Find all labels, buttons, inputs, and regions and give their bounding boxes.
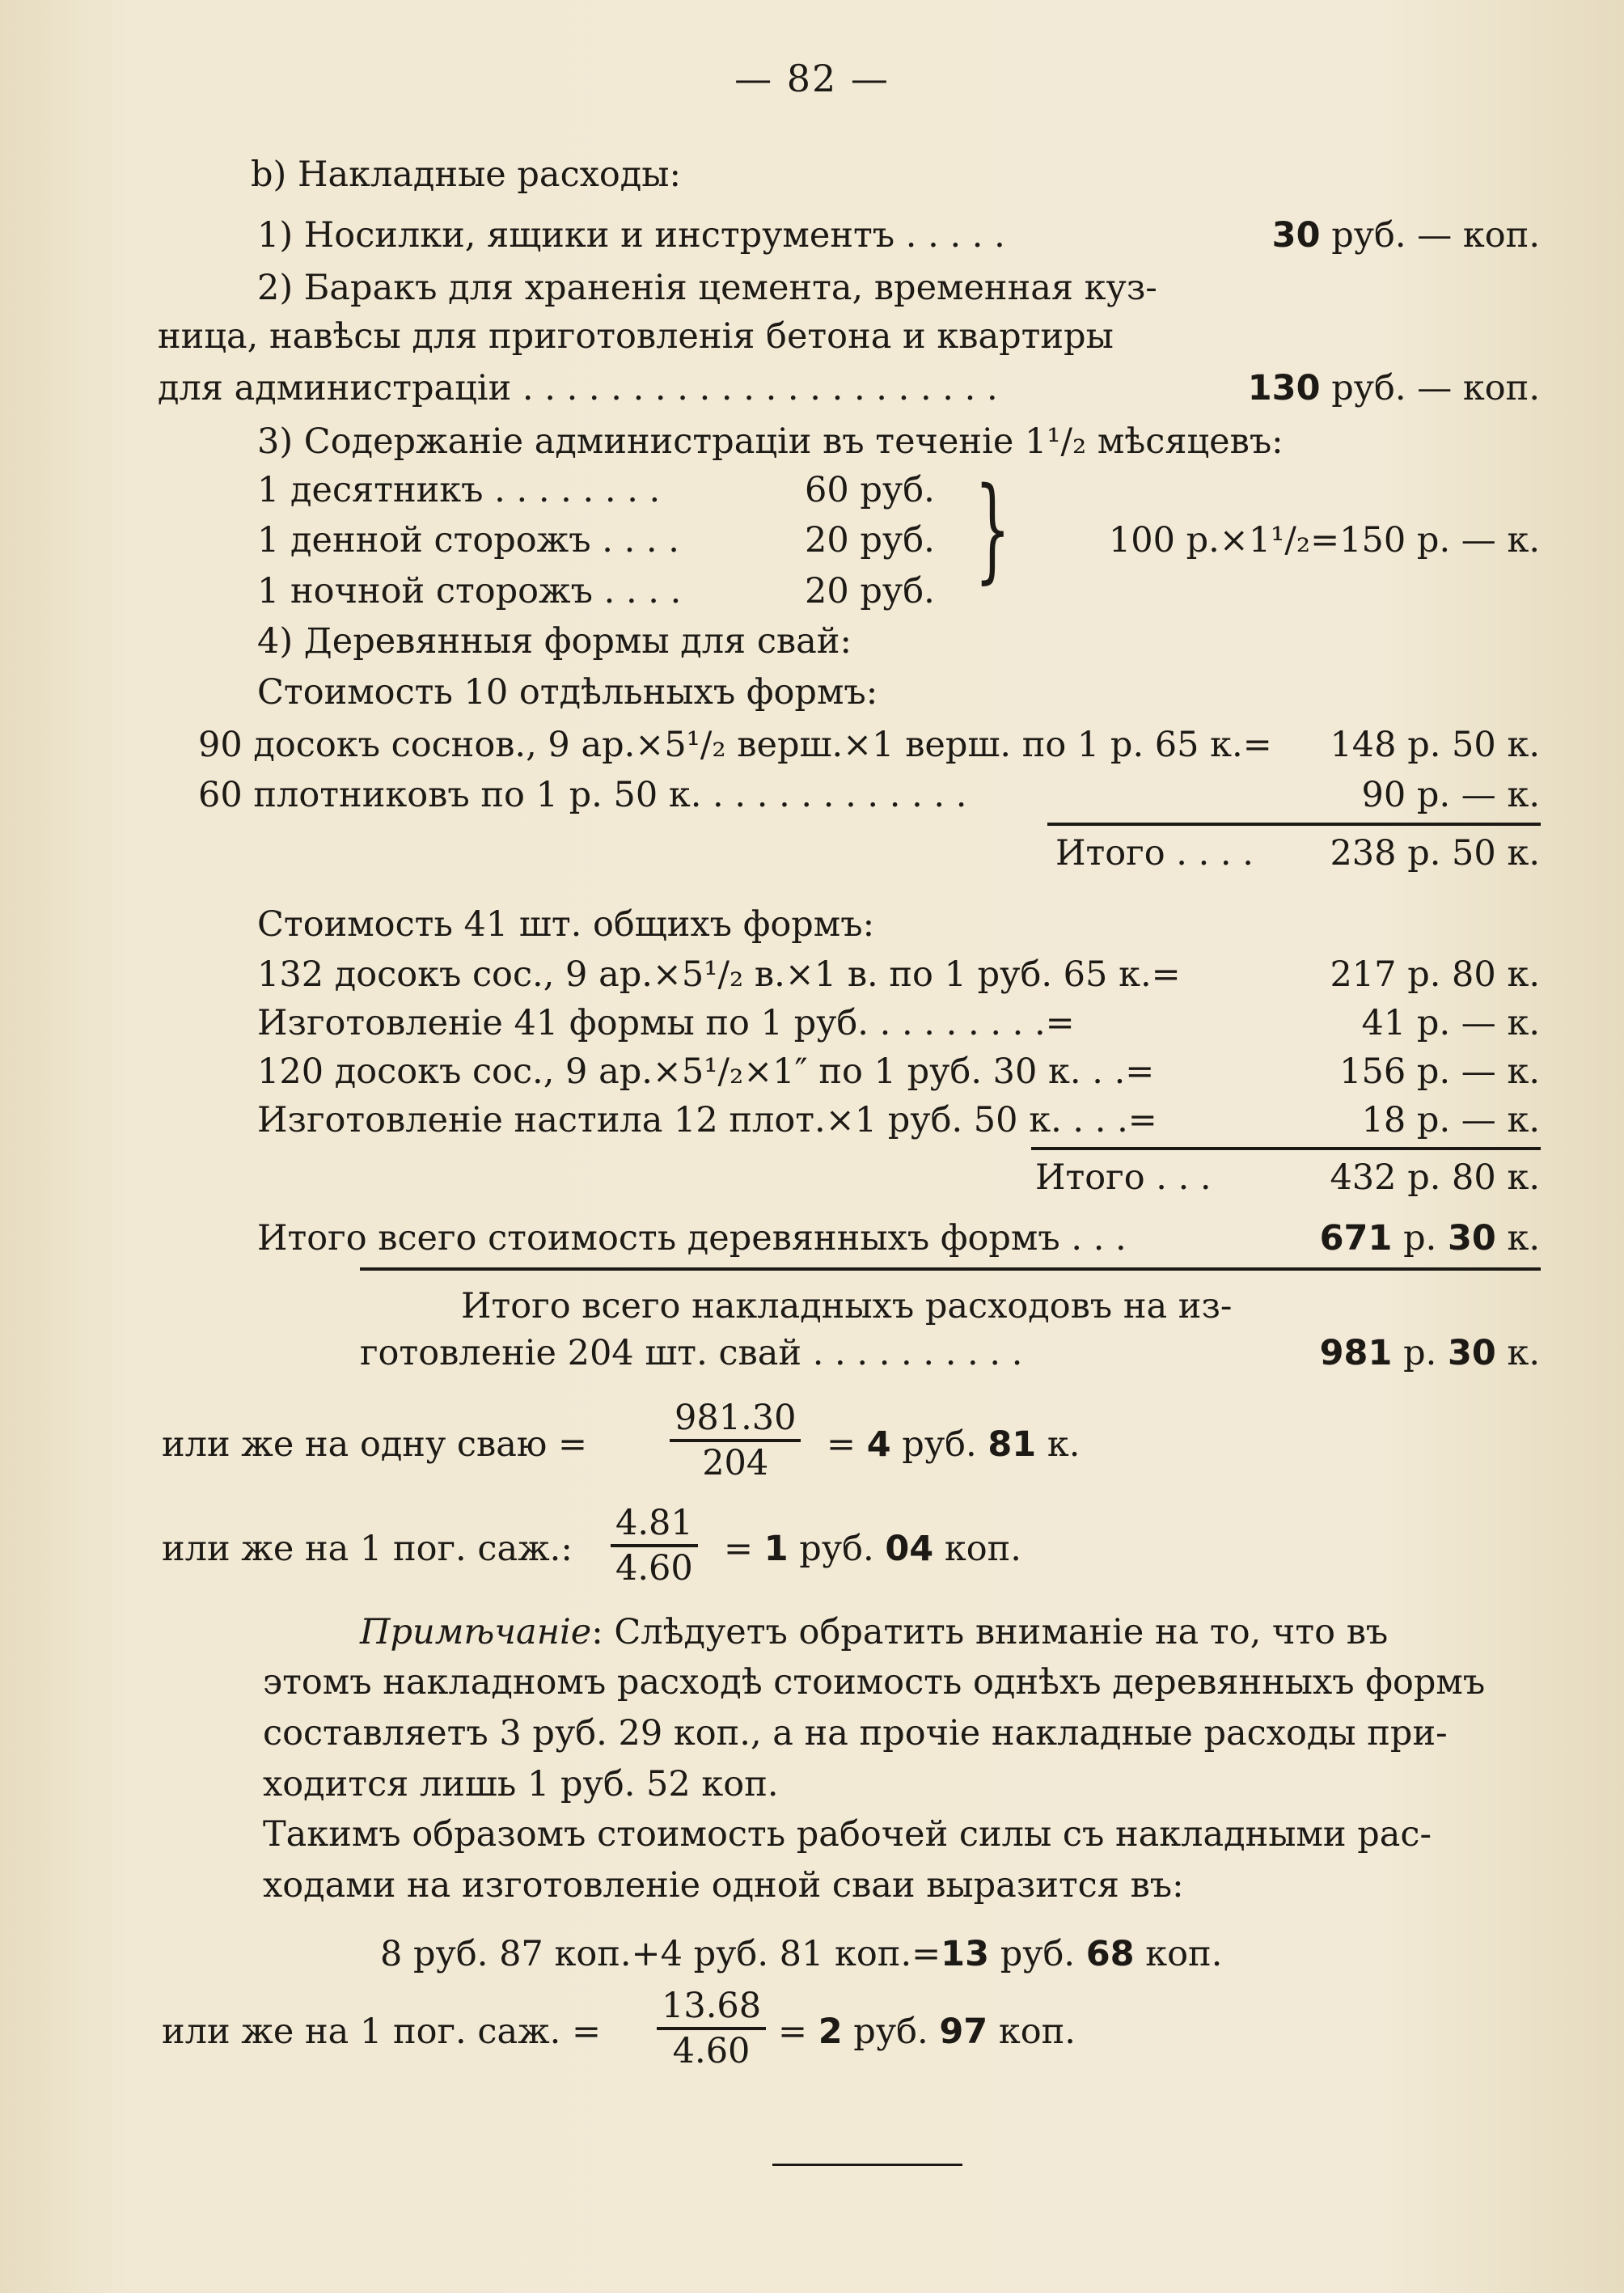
overhead-kop: 30 (1447, 1333, 1496, 1373)
final-kop: 97 (939, 2012, 988, 2052)
item-4-text: 4) Деревянныя формы для свай: (257, 621, 852, 662)
per-sajen-kop: 04 (885, 1529, 934, 1569)
per-sajen-rub: 1 (763, 1529, 789, 1569)
separate-row-2-amount: 90 р. — к. (1361, 775, 1540, 815)
per-sajen-fraction (611, 1502, 698, 1589)
per-pile-result (827, 1422, 1080, 1467)
overhead-line-1: Итого всего накладныхъ расходовъ на из- (461, 1286, 1233, 1326)
per-pile-kop-unit: к. (1047, 1424, 1081, 1465)
item-2-line-1: 2) Баракъ для храненія цемента, временная куз- (257, 268, 1157, 308)
overhead-rub: 981 (1319, 1333, 1393, 1373)
end-rule (772, 2164, 962, 2166)
staff-total: 100 р.×1¹/₂=150 р. — к. (1108, 520, 1540, 561)
note-line-3: составляетъ 3 руб. 29 коп., а на прочіе накладные расходы при- (263, 1713, 1448, 1754)
forms-total-amount (1320, 1216, 1540, 1261)
conclusion-line-1: Такимъ образомъ стоимость рабочей силы съ накладными рас- (263, 1814, 1432, 1855)
common-row-3-text: 120 досокъ сос., 9 ар.×5¹/₂×1″ по 1 руб. 30 к. . .= (257, 1051, 1155, 1092)
separate-row-1-amount: 148 р. 50 к. (1330, 725, 1540, 765)
per-pile-numerator: 981.30 (670, 1397, 801, 1442)
separate-row-1-text: 90 досокъ соснов., 9 ар.×5¹/₂ верш.×1 верш. по 1 р. 65 к.= (198, 725, 1272, 765)
staff-1-pay: 60 руб. (805, 470, 935, 510)
per-pile-fraction (670, 1397, 801, 1484)
final-kop-unit: коп. (998, 2012, 1076, 2052)
sum-rub-unit: руб. (1000, 1934, 1076, 1974)
item-1-unit: руб. — коп. (1331, 215, 1540, 256)
item-1-amount (1272, 213, 1540, 258)
final-numerator: 13.68 (657, 1985, 766, 2030)
note-line-1 (360, 1610, 1388, 1655)
common-row-4-text: Изготовленіе настила 12 плот.×1 руб. 50 к. . . .= (257, 1100, 1157, 1140)
forms-total-rule (360, 1267, 1541, 1271)
item-2-line-2: ница, навѣсы для приготовленія бетона и квартиры (158, 316, 1114, 357)
conclusion-line-2: ходами на изготовленіе одной сваи выразится въ: (263, 1865, 1184, 1906)
item-1-rub: 30 (1271, 215, 1321, 256)
note-line-1-text: : Слѣдуетъ обратить вниманіе на то, что въ (591, 1612, 1389, 1652)
staff-3-pay: 20 руб. (805, 571, 935, 611)
overhead-kop-unit: к. (1507, 1333, 1540, 1373)
note-label: Примѣчаніе (360, 1612, 592, 1652)
common-row-2-text: Изготовленіе 41 формы по 1 руб. . . . . . . . .= (257, 1003, 1075, 1043)
common-subtotal-rule (1031, 1147, 1541, 1150)
note-line-2: этомъ накладномъ расходѣ стоимость однѣхъ деревянныхъ формъ (263, 1662, 1486, 1703)
separate-forms-title: Стоимость 10 отдѣльныхъ формъ: (257, 672, 878, 713)
sum-line (380, 1931, 1222, 1977)
common-row-3-amount: 156 р. — к. (1339, 1051, 1540, 1092)
staff-1-role: 1 десятникъ . . . . . . . . (257, 470, 661, 510)
sum-kop: 68 (1085, 1934, 1135, 1974)
per-pile-rub-unit: руб. (902, 1424, 977, 1465)
final-rub: 2 (818, 2012, 843, 2052)
separate-subtotal-rule (1047, 823, 1541, 826)
forms-total-kop-unit: к. (1507, 1218, 1540, 1259)
per-sajen-prefix: или же на 1 пог. саж.: (162, 1529, 573, 1569)
staff-2-role: 1 денной сторожъ . . . . (257, 520, 679, 561)
forms-total-rub-unit: р. (1403, 1218, 1437, 1259)
item-1-text: 1) Носилки, ящики и инструментъ . . . . . (257, 215, 1005, 256)
common-forms-title: Стоимость 41 шт. общихъ формъ: (257, 904, 875, 945)
staff-brace: } (975, 463, 1011, 595)
final-denominator: 4.60 (672, 2031, 751, 2071)
per-pile-equals: = (827, 1424, 856, 1465)
page-number: — 82 — (734, 57, 890, 100)
final-rub-unit: руб. (853, 2012, 928, 2052)
final-fraction (657, 1985, 766, 2072)
staff-3-role: 1 ночной сторожъ . . . . (257, 571, 682, 611)
per-sajen-result (724, 1526, 1021, 1572)
common-row-1-text: 132 досокъ сос., 9 ар.×5¹/₂ в.×1 в. по 1 руб. 65 к.= (257, 954, 1181, 995)
overhead-amount (1320, 1331, 1540, 1376)
common-row-4-amount: 18 р. — к. (1361, 1100, 1540, 1140)
item-2-amount (1248, 366, 1540, 411)
per-sajen-kop-unit: коп. (944, 1529, 1021, 1569)
per-pile-prefix: или же на одну сваю = (162, 1424, 587, 1465)
common-total-amount: 432 р. 80 к. (1330, 1157, 1540, 1198)
forms-total-label: Итого всего стоимость деревянныхъ формъ . . . (257, 1218, 1127, 1259)
item-2-rub: 130 (1247, 368, 1321, 408)
separate-row-2-text: 60 плотниковъ по 1 р. 50 к. . . . . . . . . . . . . (198, 775, 967, 815)
staff-2-pay: 20 руб. (805, 520, 935, 561)
overhead-line-2: готовленіе 204 шт. свай . . . . . . . . . . (360, 1333, 1023, 1373)
overhead-rub-unit: р. (1403, 1333, 1437, 1373)
per-pile-rub: 4 (866, 1424, 891, 1465)
final-equals: = (778, 2012, 808, 2052)
sum-expression: 8 руб. 87 коп.+4 руб. 81 коп.= (380, 1934, 941, 1974)
sum-kop-unit: коп. (1145, 1934, 1223, 1974)
item-2-line-3: для администраціи . . . . . . . . . . . . . . . . . . . . . . (158, 368, 998, 408)
separate-total-amount: 238 р. 50 к. (1330, 833, 1540, 874)
forms-total-rub: 671 (1319, 1218, 1393, 1259)
forms-total-kop: 30 (1447, 1218, 1496, 1259)
common-total-label: Итого . . . (1035, 1157, 1212, 1198)
common-row-1-amount: 217 р. 80 к. (1330, 954, 1540, 995)
per-sajen-numerator: 4.81 (611, 1502, 698, 1547)
per-sajen-equals: = (724, 1529, 754, 1569)
sum-rub: 13 (941, 1934, 990, 1974)
per-pile-denominator: 204 (702, 1443, 769, 1483)
item-2-unit: руб. — коп. (1331, 368, 1540, 408)
per-pile-kop: 81 (988, 1424, 1037, 1465)
separate-total-label: Итого . . . . (1055, 833, 1254, 874)
common-row-2-amount: 41 р. — к. (1361, 1003, 1540, 1043)
section-heading: b) Накладные расходы: (251, 154, 681, 195)
note-line-4: ходится лишь 1 руб. 52 коп. (263, 1764, 779, 1804)
item-3-text: 3) Содержаніе администраціи въ теченіе 1¹/₂ мѣсяцевъ: (257, 421, 1284, 462)
final-prefix: или же на 1 пог. саж. = (162, 2012, 602, 2052)
per-sajen-rub-unit: руб. (799, 1529, 874, 1569)
final-result (778, 2009, 1076, 2054)
per-sajen-denominator: 4.60 (615, 1548, 693, 1589)
